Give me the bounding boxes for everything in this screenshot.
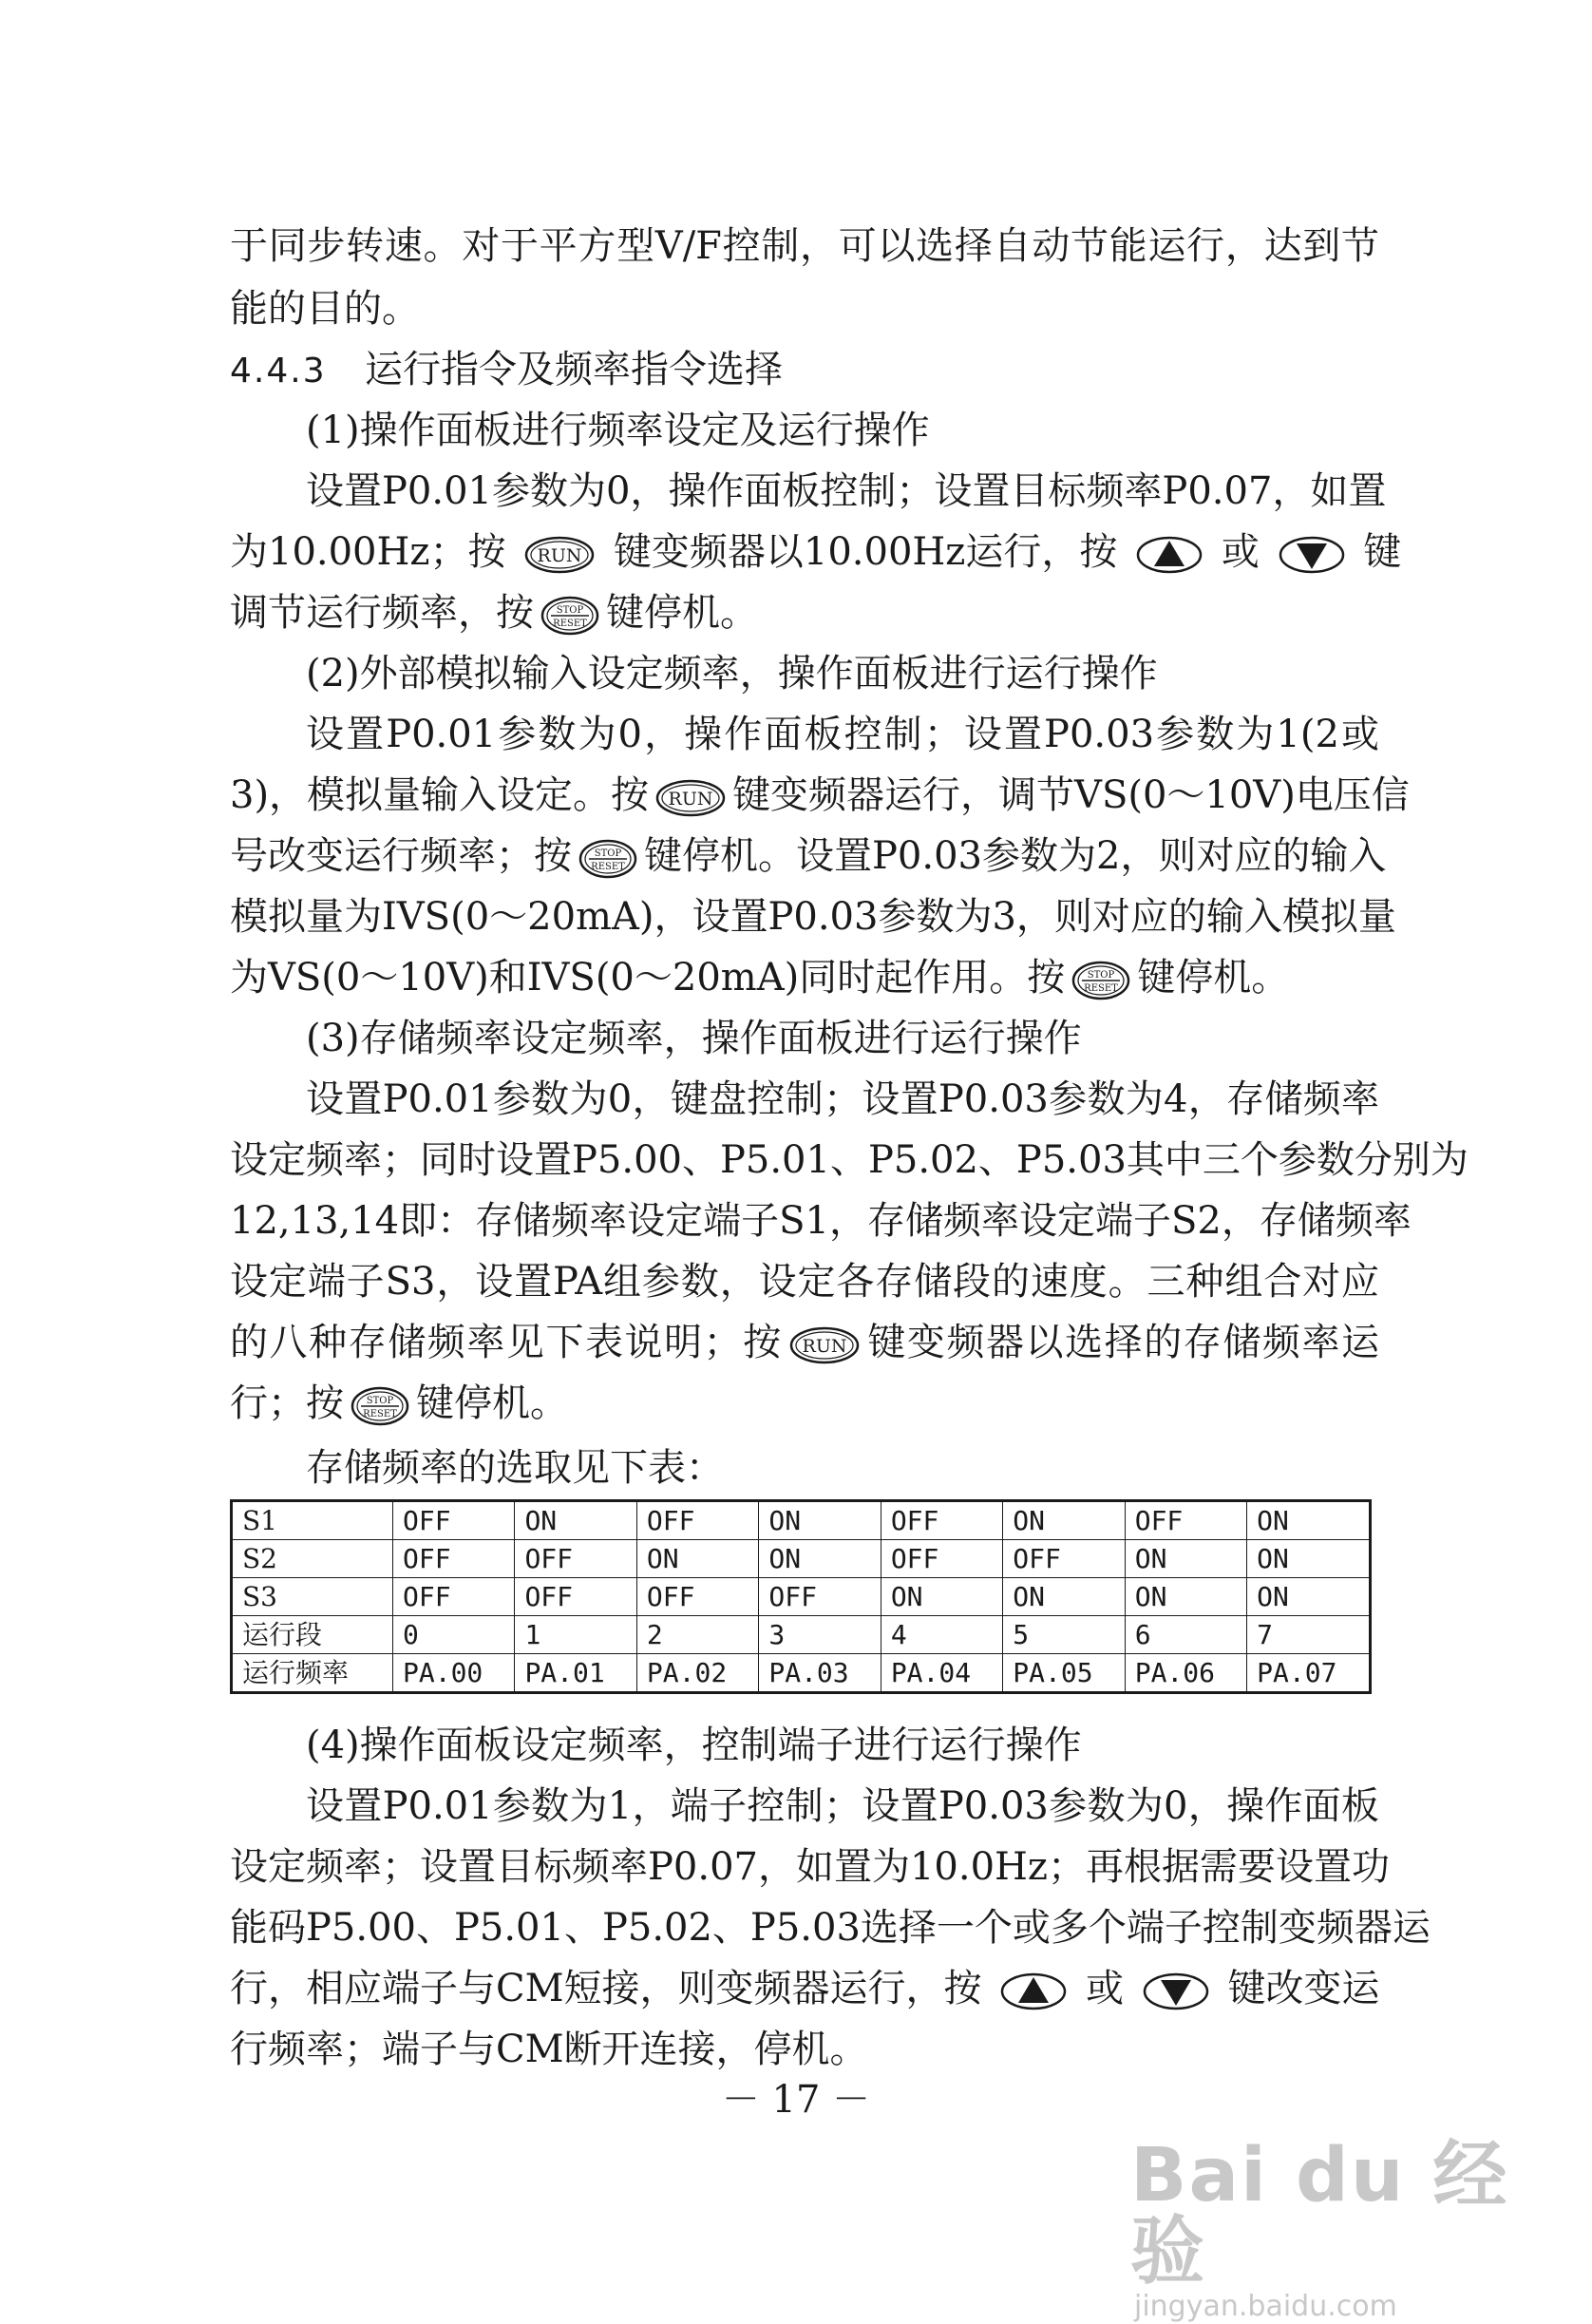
p2-line-5 [230,946,1289,1009]
p2-line-3 [230,825,1387,887]
p1-line-3 [230,581,758,644]
p1-text: 键 [1363,530,1402,574]
table-cell: PA.06 [1125,1654,1246,1693]
table-cell: OFF [393,1501,515,1540]
table-cell: PA.03 [759,1654,881,1693]
table-cell: 3 [759,1616,881,1654]
watermark-site: jingyan.baidu.com [1134,2290,1397,2323]
section-title: 运行指令及频率指令选择 [365,348,783,391]
stop-reset-key-icon [350,1385,410,1427]
row-label: 运行频率 [232,1654,393,1693]
p4-line-5: 行频率；端子与CM断开连接，停机。 [230,2028,868,2071]
up-arrow-key-icon [999,1972,1068,2011]
p1-text: 为10.00Hz；按 [230,530,506,574]
table-cell: ON [515,1501,636,1540]
p3-line-1: 设置P0.01参数为0，键盘控制；设置P0.03参数为4，存储频率 [306,1077,1379,1121]
intro-line-2: 能的目的。 [230,287,420,331]
table-cell: OFF [515,1540,636,1578]
table-cell: ON [881,1578,1002,1616]
p2-text: 键停机。 [1137,956,1290,1000]
table-cell: PA.05 [1003,1654,1125,1693]
subsection-2-title: (2)外部模拟输入设定频率，操作面板进行运行操作 [306,652,1158,695]
p1-line-1: 设置P0.01参数为0，操作面板控制；设置目标频率P0.07，如置 [306,469,1387,513]
watermark-brand: Bai du 经验 [1130,2133,1509,2295]
table-cell: ON [1003,1501,1125,1540]
table-cell: ON [636,1540,758,1578]
table-cell: 2 [636,1616,758,1654]
page-number: － 17 － [721,2078,871,2122]
svg-text:RESET: RESET [591,862,625,872]
p3-line-4: 设定端子S3，设置PA组参数，设定各存储段的速度。三种组合对应 [230,1260,1379,1304]
table-cell: 0 [393,1616,515,1654]
subsection-4-title: (4)操作面板设定频率，控制端子进行运行操作 [306,1724,1082,1767]
section-number: 4.4.3 [230,352,327,391]
table-cell: ON [1125,1578,1246,1616]
row-label: S2 [232,1540,393,1578]
stop-reset-key-icon [540,595,600,637]
down-arrow-key-icon [1278,535,1346,575]
baidu-watermark [1130,2133,1510,2324]
table-row [232,1578,1371,1616]
svg-text:RUN: RUN [668,789,713,810]
p3-line-5 [230,1311,1379,1374]
section-heading [230,338,783,403]
down-arrow-key-icon [1142,1972,1210,2011]
table-cell: ON [1003,1578,1125,1616]
table-cell: 1 [515,1616,636,1654]
p2-text: 键停机。设置P0.03参数为2，则对应的输入 [644,834,1387,878]
stop-reset-key-icon [1071,960,1131,1001]
table-cell: OFF [1125,1501,1246,1540]
table-cell: PA.01 [515,1654,636,1693]
p1-text: 调节运行频率，按 [230,591,534,635]
svg-text:RESET: RESET [363,1409,397,1419]
table-cell: ON [759,1540,881,1578]
p1-text: 键变频器以10.00Hz运行，按 [613,530,1118,574]
p1-line-2 [230,521,1402,583]
svg-text:STOP: STOP [366,1396,394,1406]
svg-text:RESET: RESET [553,619,587,629]
table-cell: ON [1247,1501,1371,1540]
table-row [232,1540,1371,1578]
table-cell: OFF [881,1501,1002,1540]
table-cell: OFF [881,1540,1002,1578]
p4-text: 行，相应端子与CM短接，则变频器运行，按 [230,1967,982,2010]
table-row [232,1616,1371,1654]
table-row [232,1654,1371,1693]
p1-text: 键停机。 [606,591,758,635]
stop-reset-key-icon [578,838,638,880]
row-label: 运行段 [232,1616,393,1654]
p1-text: 或 [1221,530,1260,574]
table-cell: PA.07 [1247,1654,1371,1693]
table-cell: OFF [636,1578,758,1616]
table-row [232,1501,1371,1540]
table-caption: 存储频率的选取见下表： [306,1446,724,1490]
intro-line-1: 于同步转速。对于平方型V/F控制，可以选择自动节能运行，达到节 [230,224,1379,268]
p4-line-3: 能码P5.00、P5.01、P5.02、P5.03选择一个或多个端子控制变频器运 [230,1906,1431,1950]
subsection-1-title: (1)操作面板进行频率设定及运行操作 [306,409,930,452]
p4-line-4 [230,1957,1379,2020]
run-key-label: RUN [537,545,582,566]
table-cell: PA.04 [881,1654,1002,1693]
run-key-icon [788,1325,861,1365]
table-cell: 6 [1125,1616,1246,1654]
p4-text: 键改变运 [1227,1967,1380,2010]
up-arrow-key-icon [1135,535,1203,575]
p2-text: 为VS(0～10V)和IVS(0～20mA)同时起作用。按 [230,956,1066,1000]
table-cell: ON [1247,1578,1371,1616]
table-cell: ON [1125,1540,1246,1578]
p4-line-2: 设定频率；设置目标频率P0.07，如置为10.0Hz；再根据需要设置功 [230,1845,1390,1889]
table-cell: ON [1247,1540,1371,1578]
table-cell: OFF [393,1540,515,1578]
table-cell: OFF [393,1578,515,1616]
svg-text:STOP: STOP [594,848,622,859]
p2-text: 键变频器运行，调节VS(0～10V)电压信 [732,773,1410,817]
table-cell: 7 [1247,1616,1371,1654]
svg-text:RESET: RESET [1084,983,1119,994]
p3-line-3: 12,13,14即：存储频率设定端子S1，存储频率设定端子S2，存储频率 [230,1199,1412,1243]
storage-frequency-table [230,1499,1372,1694]
table-cell: PA.02 [636,1654,758,1693]
table-cell: OFF [759,1578,881,1616]
table-cell: 4 [881,1616,1002,1654]
p3-line-2: 设定频率；同时设置P5.00、P5.01、P5.02、P5.03其中三个参数分别为 [230,1138,1469,1182]
subsection-3-title: (3)存储频率设定频率，操作面板进行运行操作 [306,1017,1082,1060]
p3-text: 键停机。 [416,1381,568,1425]
run-key-icon [523,535,596,575]
table-cell: OFF [636,1501,758,1540]
svg-text:STOP: STOP [1087,970,1115,981]
p3-line-6 [230,1372,568,1435]
table-cell: ON [759,1501,881,1540]
p4-line-1: 设置P0.01参数为1，端子控制；设置P0.03参数为0，操作面板 [306,1784,1379,1828]
p2-line-2 [230,764,1410,827]
run-key-icon [654,778,727,818]
svg-text:RUN: RUN [802,1336,847,1357]
p3-text: 键变频器以选择的存储频率运 [865,1321,1380,1364]
p2-line-1: 设置P0.01参数为0，操作面板控制；设置P0.03参数为1(2或 [306,713,1379,756]
row-label: S1 [232,1501,393,1540]
p3-text: 的八种存储频率见下表说明；按 [230,1321,783,1364]
p2-text: 3)，模拟量输入设定。按 [230,773,650,817]
table-cell: OFF [1003,1540,1125,1578]
row-label: S3 [232,1578,393,1616]
p4-text: 或 [1086,1967,1124,2010]
p3-text: 行；按 [230,1381,344,1425]
p2-text: 号改变运行频率；按 [230,834,572,878]
p2-line-4: 模拟量为IVS(0～20mA)，设置P0.03参数为3，则对应的输入模拟量 [230,895,1396,939]
table-cell: PA.00 [393,1654,515,1693]
table-cell: 5 [1003,1616,1125,1654]
table-cell: OFF [515,1578,636,1616]
svg-text:STOP: STOP [556,605,584,616]
